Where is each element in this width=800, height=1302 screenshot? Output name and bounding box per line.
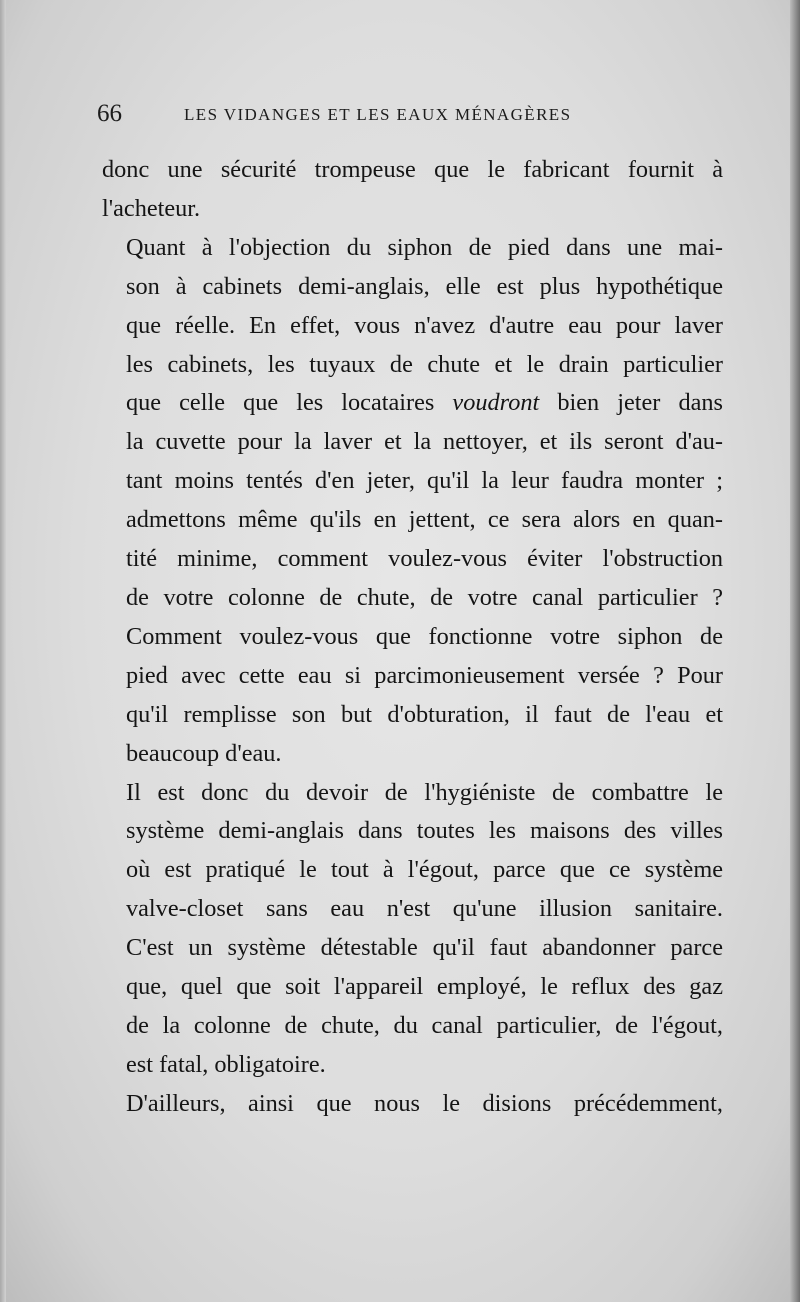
paragraph-2	[102, 229, 723, 774]
text-line: beaucoup d'eau.	[126, 739, 282, 767]
text-line: où est pratiqué le tout à l'égout, parce que ce système	[126, 856, 723, 884]
text-line: tant moins tentés d'en jeter, qu'il la leur faudra monter ;	[126, 467, 723, 495]
text-line: est fatal, obligatoire.	[126, 1050, 326, 1078]
text-line: système demi-anglais dans toutes les maisons des villes	[126, 817, 723, 845]
text-line: les cabinets, les tuyaux de chute et le drain particulier	[126, 350, 723, 378]
text-line: D'ailleurs, ainsi que nous le disions précédemment,	[126, 1089, 723, 1117]
page-right-edge	[790, 0, 800, 1302]
page-left-edge	[0, 0, 6, 1302]
text-line: la cuvette pour la laver et la nettoyer, et ils seront d'au-	[126, 428, 723, 456]
text-line: tité minime, comment voulez-vous éviter l'obstruction	[126, 545, 723, 573]
text-line: admettons même qu'ils en jettent, ce sera alors en quan-	[126, 506, 723, 534]
text-segment: que celle que les locataires	[126, 389, 453, 417]
text-line: que réelle. En effet, vous n'avez d'autre eau pour laver	[126, 311, 723, 339]
text-line: Il est donc du devoir de l'hygiéniste de combattre le	[126, 778, 723, 806]
text-line: son à cabinets demi-anglais, elle est plus hypothétique	[126, 272, 723, 300]
text-line: que, quel que soit l'appareil employé, le reflux des gaz	[126, 973, 723, 1001]
italic-word: voudront	[452, 389, 540, 417]
text-line: Quant à l'objection du siphon de pied dans une mai-	[126, 233, 723, 261]
page-header	[97, 98, 697, 134]
text-line: l'acheteur.	[102, 194, 201, 222]
text-line: C'est un système détestable qu'il faut abandonner parce	[126, 934, 723, 962]
text-segment: bien jeter dans	[539, 389, 723, 417]
text-line-with-italic	[102, 384, 723, 423]
text-line: pied avec cette eau si parcimonieusement versée ? Pour	[126, 661, 723, 689]
text-line: donc une sécurité trompeuse que le fabricant fournit à	[102, 156, 723, 183]
page-number: 66	[97, 100, 122, 127]
text-line: qu'il remplisse son but d'obturation, il faut de l'eau et	[126, 700, 723, 728]
running-title: LES VIDANGES ET LES EAUX MÉNAGÈRES	[184, 105, 572, 124]
text-line: valve-closet sans eau n'est qu'une illusion sanitaire.	[126, 895, 723, 923]
paragraph-4	[102, 1085, 723, 1124]
paragraph-3	[102, 774, 723, 1085]
body-text	[102, 151, 723, 1124]
text-line: de la colonne de chute, du canal particulier, de l'égout,	[126, 1011, 723, 1039]
text-line: Comment voulez-vous que fonctionne votre siphon de	[126, 622, 723, 650]
text-line: de votre colonne de chute, de votre canal particulier ?	[126, 583, 723, 611]
paragraph-1	[102, 151, 723, 229]
